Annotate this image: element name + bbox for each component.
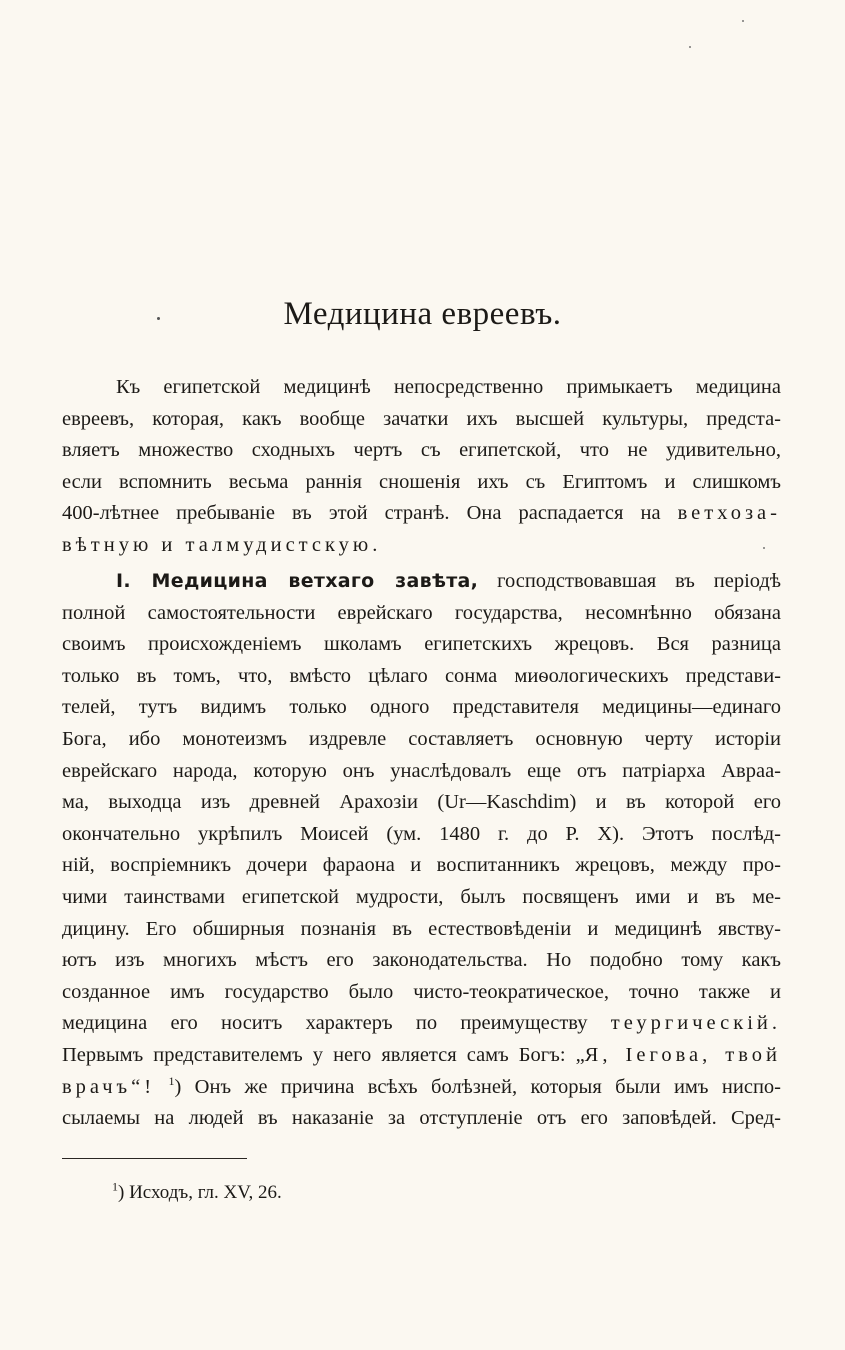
paper-speck	[157, 317, 160, 320]
text-line	[62, 1040, 781, 1072]
text-line: ютъ изъ многихъ мѣстъ его законодательства. Но подобно тому какъ	[62, 949, 781, 972]
text-line: вляетъ множество сходныхъ чертъ съ египетской, что не удивительно,	[62, 439, 781, 462]
text-line	[62, 498, 781, 530]
spaced-emphasis: врачъ“!	[62, 1075, 156, 1098]
text-line	[62, 1008, 781, 1040]
text-line: если вспомнить весьма раннія сношенія ихъ съ Египтомъ и слишкомъ	[62, 470, 781, 493]
text-line: чими таинствами египетской мудрости, былъ посвященъ ими и въ ме-	[62, 885, 781, 908]
text-line: окончательно укрѣпилъ Моисей (ум. 1480 г. до Р. X). Этотъ послѣд-	[62, 822, 781, 845]
page-title: Медицина евреевъ.	[283, 296, 562, 332]
text-segment: господствовавшая въ періодѣ	[478, 570, 781, 592]
text-line: сылаемы на людей въ наказаніе за отступленіе отъ его заповѣдей. Сред-	[62, 1107, 781, 1130]
text-line: только въ томъ, что, вмѣсто цѣлаго сонма миѳологическихъ представи-	[62, 664, 781, 687]
section-heading: I. Медицина ветхаго завѣта,	[116, 570, 479, 592]
text-line: еврейскаго народа, которую онъ унаслѣдовалъ еще отъ патріарха Авраа-	[62, 759, 781, 782]
text-line: ній, воспріемникъ дочери фараона и воспитанникъ жрецовъ, между про-	[62, 854, 781, 877]
text-line: ма, выходца изъ древней Арахозіи (Ur—Kaschdim) и въ которой его	[62, 791, 781, 814]
text-line	[62, 1072, 781, 1104]
text-line: полной самостоятельности еврейскаго государства, несомнѣнно обязана	[62, 601, 781, 624]
text-line	[62, 566, 781, 598]
paper-speck	[689, 46, 691, 48]
footnote	[112, 1179, 282, 1207]
footnote-divider	[62, 1158, 247, 1159]
text-line: дицину. Его обширныя познанія въ естествовѣденіи и медицинѣ явству-	[62, 917, 781, 940]
text-line: телей, тутъ видимъ только одного представителя медицины—единаго	[62, 696, 781, 719]
text-segment: Первымъ представителемъ у него является самъ Богъ: „	[62, 1043, 585, 1066]
text-line: своимъ происхожденіемъ школамъ египетскихъ жрецовъ. Вся разница	[62, 633, 781, 656]
text-segment: медицина его носитъ характеръ по преимуществу	[62, 1012, 611, 1035]
spaced-emphasis: ветхоза-	[677, 502, 781, 525]
text-segment: 400-лѣтнее пребываніе въ этой странѣ. Она распадается на	[62, 502, 678, 525]
paragraph-intro	[62, 372, 781, 562]
spaced-emphasis: теургическій.	[610, 1012, 781, 1035]
paragraph-old-testament	[62, 566, 781, 1135]
text-line: созданное имъ государство было чисто-теократическое, точно также и	[62, 980, 781, 1003]
text-line: Бога, ибо монотеизмъ издревле составляетъ основную черту исторіи	[62, 727, 781, 750]
text-line	[62, 530, 781, 562]
footnote-marker: 1	[112, 1179, 118, 1194]
spaced-emphasis: Я, Іегова, твой	[584, 1043, 781, 1066]
text-line: евреевъ, которая, какъ вообще зачатки ихъ высшей культуры, предста-	[62, 407, 781, 430]
footnote-reference[interactable]: 1	[168, 1073, 175, 1088]
text-segment: ) Онъ же причина всѣхъ болѣзней, которыя были имъ ниспо-	[174, 1075, 781, 1098]
spaced-emphasis: вѣтную и талмудистскую.	[62, 533, 382, 556]
paper-speck	[742, 20, 744, 22]
footnote-text: ) Исходъ, гл. XV, 26.	[118, 1182, 282, 1203]
text-line: Къ египетской медицинѣ непосредственно примыкаетъ медицина	[116, 376, 781, 398]
